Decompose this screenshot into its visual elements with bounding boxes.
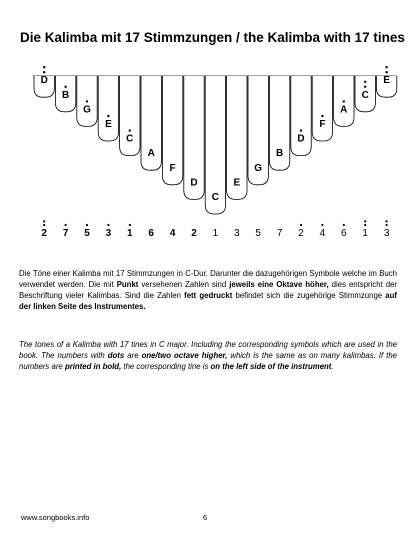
octave-dot — [321, 115, 323, 117]
tine — [98, 76, 118, 141]
tine-number: 7 — [276, 228, 283, 239]
number-octave-dot — [86, 224, 88, 226]
tine-number: 2 — [298, 228, 304, 239]
english-text-run: the corresponding tine is — [121, 362, 211, 371]
tine-number: 1 — [212, 228, 219, 239]
tine-note-letter: C — [126, 133, 134, 145]
number-octave-dot — [129, 224, 131, 226]
kalimba-diagram — [0, 0, 416, 250]
english-text-run: are — [124, 351, 142, 360]
number-octave-dot — [321, 224, 323, 226]
tine-number: 1 — [127, 228, 133, 239]
tine-number: 6 — [148, 228, 154, 239]
number-octave-dot — [386, 220, 388, 222]
tine — [312, 76, 332, 141]
octave-dot — [300, 129, 302, 131]
number-octave-dot — [65, 224, 67, 226]
tine-note-letter: B — [275, 148, 284, 160]
tine-number: 3 — [105, 228, 112, 239]
german-text-run: auf der linken Seite des Instrumentes. — [19, 291, 397, 311]
description-english — [19, 339, 397, 372]
description-german — [19, 268, 397, 312]
german-text-run: Die Töne einer Kalimba mit 17 Stimmzungen in C-Dur. Darunter die dazugehörigen Symbole welche im Buch verwendet werden. Die mit — [19, 269, 397, 289]
english-text-run: printed in bold, — [64, 362, 122, 371]
tine-note-letter: G — [254, 162, 263, 174]
number-octave-dot — [43, 220, 45, 222]
page-number: 6 — [203, 513, 208, 522]
german-text-run: dies entspricht der Beschriftung vieler Kalimbas. Sind die Zahlen — [19, 280, 398, 300]
octave-dot — [385, 66, 387, 68]
octave-dot — [64, 86, 66, 88]
english-text-run: on the left side of the instrument — [210, 362, 332, 371]
tine-note-letter: F — [319, 119, 326, 130]
tine-note-letter: D — [297, 133, 305, 145]
tine-number: 6 — [341, 228, 347, 239]
number-octave-dot — [43, 224, 45, 226]
octave-dot — [364, 81, 366, 83]
tine-note-letter: C — [211, 192, 220, 203]
tine-number: 5 — [84, 228, 90, 239]
tine-number: 4 — [319, 228, 326, 239]
english-text-run: dots — [107, 351, 125, 360]
octave-dot — [129, 129, 131, 131]
octave-dot — [43, 66, 45, 68]
number-octave-dot — [386, 224, 388, 226]
german-text-run: befindet sich die zugehörige Stimmzunge — [232, 291, 386, 300]
tine-number: 2 — [191, 228, 197, 239]
octave-dot — [364, 86, 366, 88]
number-octave-dot — [364, 220, 366, 222]
german-text-run: versehenen Zahlen sind — [138, 280, 230, 289]
english-text-run: The tones of a Kalimba with 17 tines in C major. Including the corresponding symbols which are used in the book. The numbers with — [19, 340, 397, 360]
tine-number: 2 — [41, 228, 47, 239]
number-octave-dot — [364, 224, 366, 226]
number-octave-dot — [107, 224, 109, 226]
tine-note-letter: A — [340, 104, 348, 116]
tine-number: 1 — [362, 228, 368, 239]
octave-dot — [385, 71, 387, 73]
octave-dot — [343, 100, 345, 102]
tine-note-letter: F — [169, 162, 176, 174]
tine-number: 5 — [255, 228, 261, 239]
tine-note-letter: G — [83, 104, 91, 116]
tine-number: 3 — [234, 228, 240, 239]
footer-website: www.songbooks.info — [21, 513, 90, 522]
tine-note-letter: D — [190, 177, 198, 189]
tine-note-letter: E — [105, 119, 112, 130]
tine-note-letter: E — [383, 75, 390, 87]
number-octave-dot — [300, 224, 302, 226]
german-text-run: fett gedruckt — [184, 291, 233, 300]
octave-dot — [43, 71, 45, 73]
page-title: Die Kalimba mit 17 Stimmzungen / the Kalimba with 17 tines — [20, 30, 405, 45]
german-text-run: Punkt — [116, 280, 139, 289]
english-text-run: which is the same as on many kalimbas. If the numbers are — [19, 351, 398, 371]
english-text-run: . — [331, 362, 334, 371]
octave-dot — [86, 100, 88, 102]
tine-number: 3 — [383, 228, 390, 239]
tine-number: 7 — [62, 228, 69, 239]
octave-dot — [107, 115, 109, 117]
tine-note-letter: E — [233, 177, 241, 189]
tine-note-letter: D — [40, 75, 48, 87]
tine-number: 4 — [169, 228, 176, 239]
english-text-run: one/two octave higher, — [141, 351, 228, 360]
tine-note-letter: A — [147, 148, 155, 160]
tine-note-letter: C — [361, 89, 369, 101]
number-octave-dot — [343, 224, 345, 226]
tine-note-letter: B — [61, 89, 70, 101]
german-text-run: jeweils eine Oktave höher, — [229, 280, 329, 289]
